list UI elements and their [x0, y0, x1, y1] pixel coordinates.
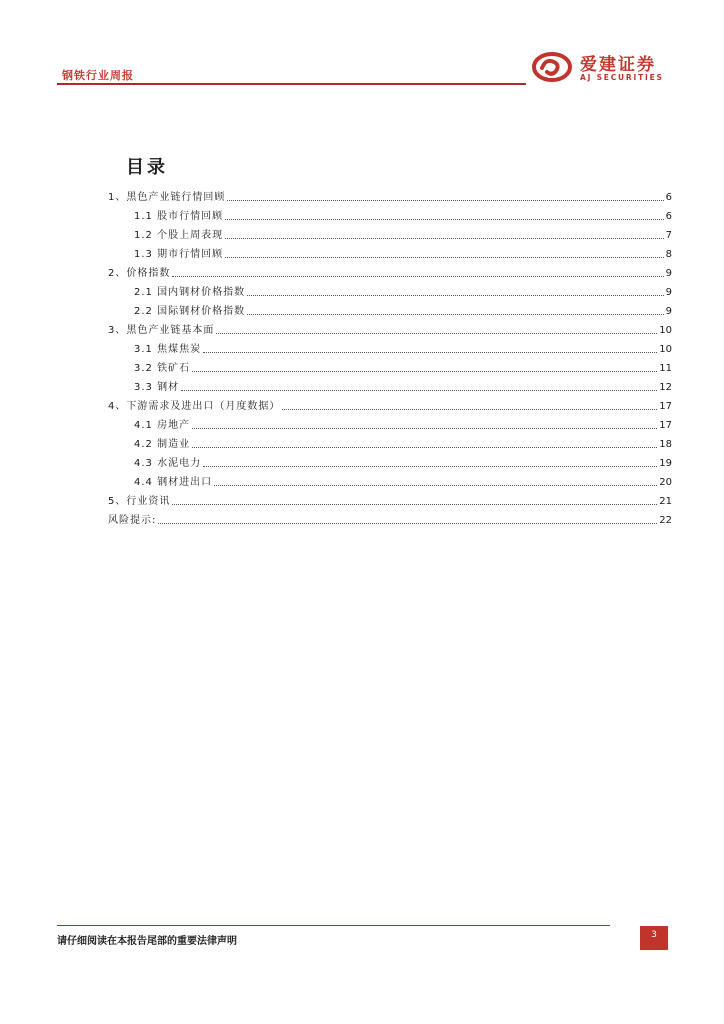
toc-dot-leader: [203, 466, 657, 467]
toc-entry[interactable]: [108, 508, 672, 527]
toc-dot-leader: [172, 276, 663, 277]
toc-dot-leader: [203, 352, 657, 353]
report-category-title: 钢铁行业周报: [62, 69, 134, 82]
toc-entry[interactable]: [108, 375, 672, 394]
toc-entry[interactable]: [108, 489, 672, 508]
toc-entry-page: 9: [665, 306, 672, 317]
toc-dot-leader: [181, 390, 657, 391]
logo-chinese-text: 爱建证券: [580, 55, 656, 75]
toc-entry-page: 20: [659, 477, 672, 488]
toc-entry-label: 4.2 制造业: [134, 439, 191, 450]
toc-entry-label: 2.1 国内钢材价格指数: [134, 287, 246, 298]
toc-entry-label: 5、行业资讯: [108, 496, 171, 507]
toc-entry-label: 3.3 钢材: [134, 382, 180, 393]
toc-dot-leader: [282, 409, 657, 410]
toc-entry[interactable]: [108, 261, 672, 280]
toc-entry-label: 4.1 房地产: [134, 420, 191, 431]
toc-entry[interactable]: [108, 394, 672, 413]
toc-dot-leader: [158, 523, 657, 524]
toc-dot-leader: [192, 447, 657, 448]
toc-entry-label: 4、下游需求及进出口（月度数据）: [108, 401, 281, 412]
toc-dot-leader: [172, 504, 657, 505]
toc-entry[interactable]: [108, 337, 672, 356]
toc-entry[interactable]: [108, 204, 672, 223]
toc-dot-leader: [225, 238, 664, 239]
toc-heading: 目录: [126, 157, 168, 178]
toc-entry-label: 4.3 水泥电力: [134, 458, 202, 469]
toc-dot-leader: [214, 485, 657, 486]
toc-entry-page: 17: [659, 401, 672, 412]
toc-entry-label: 2、价格指数: [108, 268, 171, 279]
toc-entry[interactable]: [108, 413, 672, 432]
toc-entry-label: 3.2 铁矿石: [134, 363, 191, 374]
table-of-contents: [108, 185, 672, 527]
toc-entry[interactable]: [108, 318, 672, 337]
toc-entry-page: 18: [659, 439, 672, 450]
toc-entry-page: 17: [659, 420, 672, 431]
toc-entry-page: 21: [659, 496, 672, 507]
footer-divider: [57, 925, 610, 926]
logo-mark-icon: [532, 51, 572, 83]
toc-entry-page: 22: [659, 515, 672, 526]
logo-english-text: AJ SECURITIES: [580, 73, 664, 82]
toc-dot-leader: [216, 333, 657, 334]
toc-entry-page: 6: [665, 211, 672, 222]
toc-dot-leader: [192, 428, 657, 429]
toc-entry[interactable]: [108, 185, 672, 204]
toc-entry-page: 10: [659, 325, 672, 336]
toc-dot-leader: [247, 295, 664, 296]
toc-entry-label: 3.1 焦煤焦炭: [134, 344, 202, 355]
legal-disclaimer: 请仔细阅读在本报告尾部的重要法律声明: [57, 936, 237, 947]
toc-entry-label: 1.3 期市行情回顾: [134, 249, 224, 260]
page-number: 3: [640, 926, 668, 950]
toc-dot-leader: [247, 314, 664, 315]
header-divider: [57, 83, 526, 85]
toc-entry-label: 4.4 钢材进出口: [134, 477, 213, 488]
toc-dot-leader: [227, 200, 663, 201]
toc-entry-label: 2.2 国际钢材价格指数: [134, 306, 246, 317]
toc-entry-page: 10: [659, 344, 672, 355]
toc-entry-page: 9: [665, 268, 672, 279]
toc-entry-label: 1、黑色产业链行情回顾: [108, 192, 226, 203]
toc-entry-page: 6: [665, 192, 672, 203]
toc-entry-label: 1.1 股市行情回顾: [134, 211, 224, 222]
toc-entry-page: 8: [665, 249, 672, 260]
toc-dot-leader: [225, 219, 664, 220]
toc-entry[interactable]: [108, 356, 672, 375]
toc-dot-leader: [192, 371, 657, 372]
toc-entry[interactable]: [108, 432, 672, 451]
toc-entry-label: 风险提示:: [108, 515, 157, 526]
toc-entry-page: 19: [659, 458, 672, 469]
toc-entry[interactable]: [108, 280, 672, 299]
toc-entry-label: 1.2 个股上周表现: [134, 230, 224, 241]
toc-entry-page: 7: [665, 230, 672, 241]
toc-entry-label: 3、黑色产业链基本面: [108, 325, 215, 336]
toc-entry[interactable]: [108, 470, 672, 489]
toc-entry-page: 12: [659, 382, 672, 393]
toc-entry[interactable]: [108, 299, 672, 318]
toc-entry[interactable]: [108, 451, 672, 470]
company-logo: [532, 49, 672, 85]
toc-entry[interactable]: [108, 242, 672, 261]
toc-entry-page: 11: [659, 363, 672, 374]
toc-entry[interactable]: [108, 223, 672, 242]
toc-dot-leader: [225, 257, 664, 258]
toc-entry-page: 9: [665, 287, 672, 298]
